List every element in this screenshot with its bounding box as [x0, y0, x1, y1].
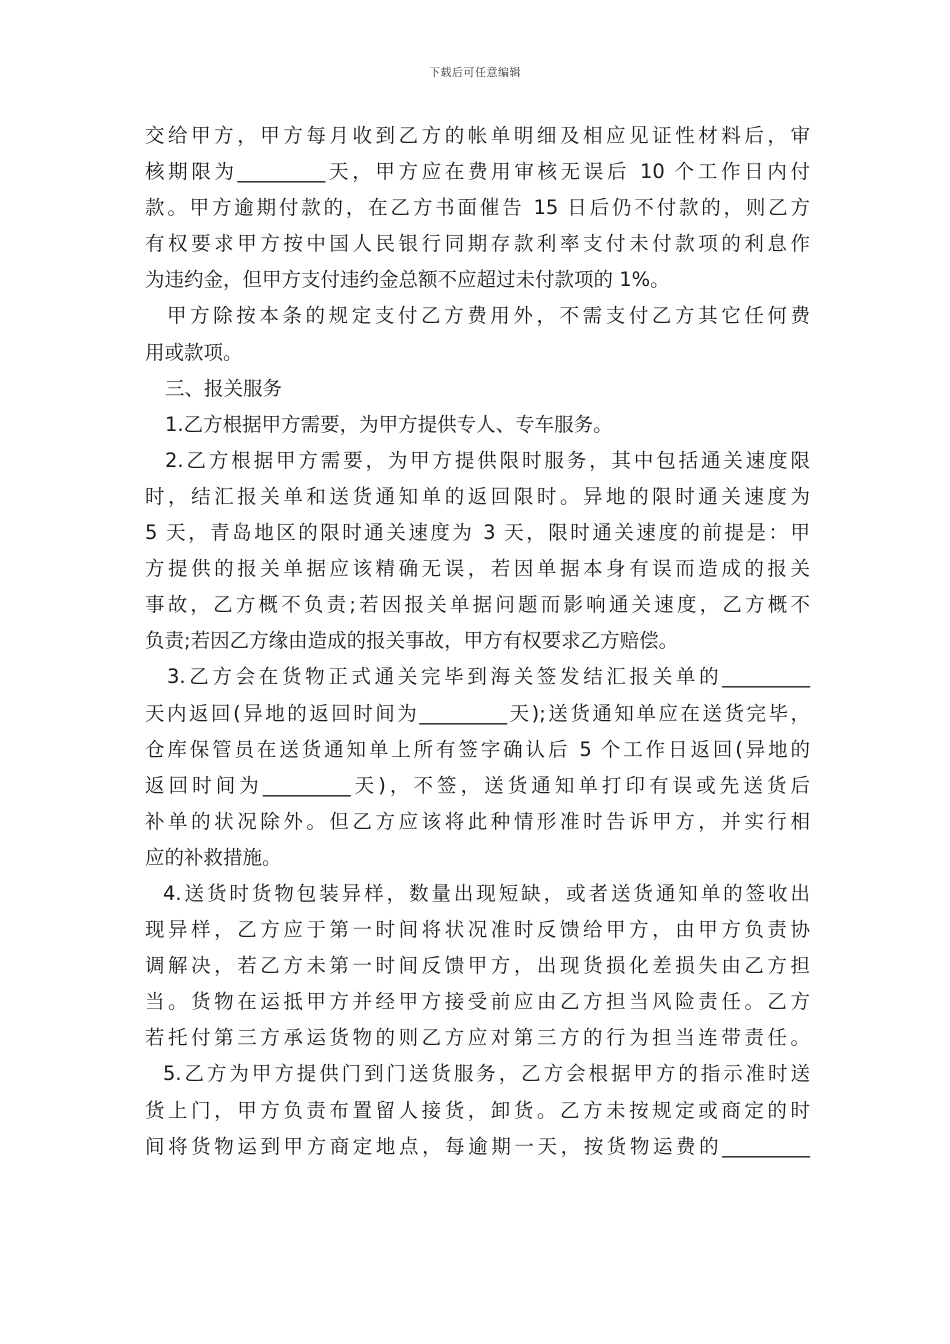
text-line: 核期限为_________天，甲方应在费用审核无误后 10 个工作日内付 — [145, 160, 810, 184]
text-line: 1.乙方根据甲方需要，为甲方提供专人、专车服务。 — [165, 412, 613, 436]
page-header: 下载后可任意编辑 — [429, 66, 521, 79]
text-line: 事故，乙方概不负责;若因报关单据问题而影响通关速度，乙方概不 — [145, 593, 810, 617]
text-line: 返回时间为_________天)，不签，送货通知单打印有误或先送货后 — [145, 773, 810, 797]
text-line: 交给甲方，甲方每月收到乙方的帐单明细及相应见证性材料后，审 — [145, 124, 810, 147]
text-line: 有权要求甲方按中国人民银行同期存款利率支付未付款项的利息作 — [145, 232, 810, 256]
text-line: 2.乙方根据甲方需要，为甲方提供限时服务，其中包括通关速度限 — [165, 448, 810, 472]
text-line: 天内返回(异地的返回时间为_________天);送货通知单应在送货完毕， — [145, 701, 810, 725]
text-line: 负责;若因乙方缘由造成的报关事故，甲方有权要求乙方赔偿。 — [145, 629, 679, 653]
document-body — [145, 118, 810, 1165]
text-line: 货上门，甲方负责布置留人接货，卸货。乙方未按规定或商定的时 — [145, 1098, 810, 1122]
text-line: 款。甲方逾期付款的，在乙方书面催告 15 日后仍不付款的，则乙方 — [145, 196, 810, 220]
text-line: 为违约金，但甲方支付违约金总额不应超过未付款项的 1%。 — [145, 268, 670, 292]
text-line: 5 天，青岛地区的限时通关速度为 3 天，限时通关速度的前提是：甲 — [145, 521, 810, 545]
text-line: 应的补救措施。 — [145, 845, 282, 869]
text-line: 现异样，乙方应于第一时间将状况准时反馈给甲方，由甲方负责协 — [145, 918, 810, 942]
text-line: 用或款项。 — [145, 340, 243, 364]
text-line: 时，结汇报关单和送货通知单的返回限时。异地的限时通关速度为 — [145, 484, 810, 508]
text-line: 5.乙方为甲方提供门到门送货服务，乙方会根据甲方的指示准时送 — [163, 1062, 810, 1086]
text-line: 当。货物在运抵甲方并经甲方接受前应由乙方担当风险责任。乙方 — [145, 990, 810, 1014]
text-line: 若托付第三方承运货物的则乙方应对第三方的行为担当连带责任。 — [145, 1026, 810, 1050]
text-line: 方提供的报关单据应该精确无误，若因单据本身有误而造成的报关 — [145, 557, 810, 581]
text-line: 仓库保管员在送货通知单上所有签字确认后 5 个工作日返回(异地的 — [145, 737, 810, 761]
text-line: 调解决，若乙方未第一时间反馈甲方，出现货损化差损失由乙方担 — [145, 954, 810, 978]
text-line: 3.乙方会在货物正式通关完毕到海关签发结汇报关单的_________ — [167, 665, 810, 689]
text-line: 4.送货时货物包装异样，数量出现短缺，或者送货通知单的签收出 — [163, 881, 810, 905]
text-line: 甲方除按本条的规定支付乙方费用外，不需支付乙方其它任何费 — [167, 304, 810, 328]
text-line: 间将货物运到甲方商定地点，每逾期一天，按货物运费的_________ — [145, 1134, 810, 1158]
text-line: 三、报关服务 — [165, 376, 283, 400]
text-line: 补单的状况除外。但乙方应该将此种情形准时告诉甲方，并实行相 — [145, 809, 810, 833]
